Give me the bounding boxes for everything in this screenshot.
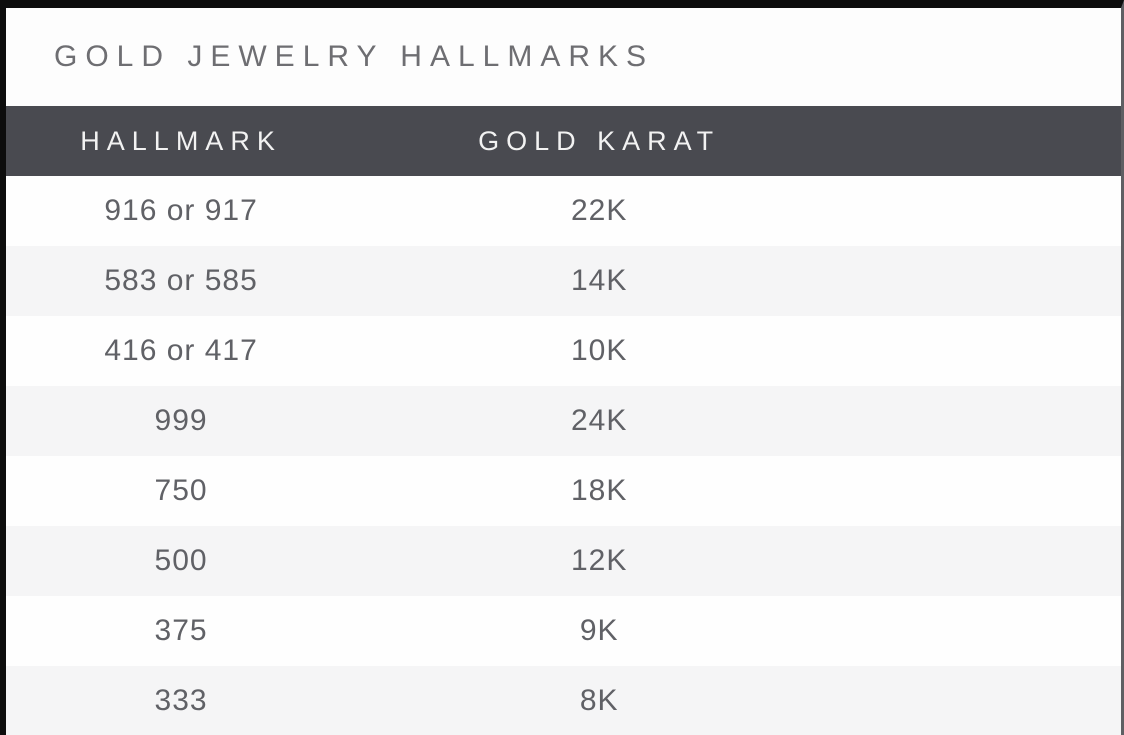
- hallmark-cell: 500: [154, 544, 208, 577]
- spacer-cell: [842, 596, 1121, 666]
- hallmark-table-body: [6, 176, 1121, 735]
- gold-karat-cell: 8K: [579, 684, 619, 717]
- header-row: [6, 106, 1121, 176]
- table-row: [6, 526, 1121, 596]
- hallmark-table-header: [6, 106, 1121, 176]
- spacer-cell: [842, 666, 1121, 735]
- table-row: [6, 386, 1121, 456]
- spacer-cell: [842, 386, 1121, 456]
- hallmark-cell: 750: [154, 474, 208, 507]
- gold-karat-cell: 9K: [579, 614, 619, 647]
- gold-karat-cell: 22K: [570, 194, 628, 227]
- gold-karat-cell: 12K: [570, 544, 628, 577]
- gold-karat-cell: 10K: [570, 334, 628, 367]
- column-header-hallmark: HALLMARK: [80, 125, 282, 156]
- gold-karat-cell: 14K: [570, 264, 628, 297]
- table-row: [6, 596, 1121, 666]
- hallmark-cell: 333: [154, 684, 208, 717]
- table-row: [6, 316, 1121, 386]
- spacer-cell: [842, 456, 1121, 526]
- gold-karat-cell: 24K: [570, 404, 628, 437]
- hallmark-cell: 583 or 585: [104, 264, 258, 297]
- spacer-cell: [842, 176, 1121, 246]
- spacer-cell: [842, 526, 1121, 596]
- hallmark-table: [6, 106, 1121, 735]
- title-bar: [6, 8, 1121, 106]
- table-row: [6, 666, 1121, 735]
- gold-karat-cell: 18K: [570, 474, 628, 507]
- column-header-spacer: [842, 106, 1121, 176]
- spacer-cell: [842, 316, 1121, 386]
- hallmark-cell: 375: [154, 614, 208, 647]
- hallmark-cell: 916 or 917: [104, 194, 258, 227]
- column-header-gold-karat: GOLD KARAT: [478, 125, 721, 156]
- spacer-cell: [842, 246, 1121, 316]
- hallmark-cell: 999: [154, 404, 208, 437]
- page-title: GOLD JEWELRY HALLMARKS: [54, 40, 655, 73]
- table-row: [6, 176, 1121, 246]
- table-row: [6, 246, 1121, 316]
- hallmark-cell: 416 or 417: [104, 334, 258, 367]
- table-row: [6, 456, 1121, 526]
